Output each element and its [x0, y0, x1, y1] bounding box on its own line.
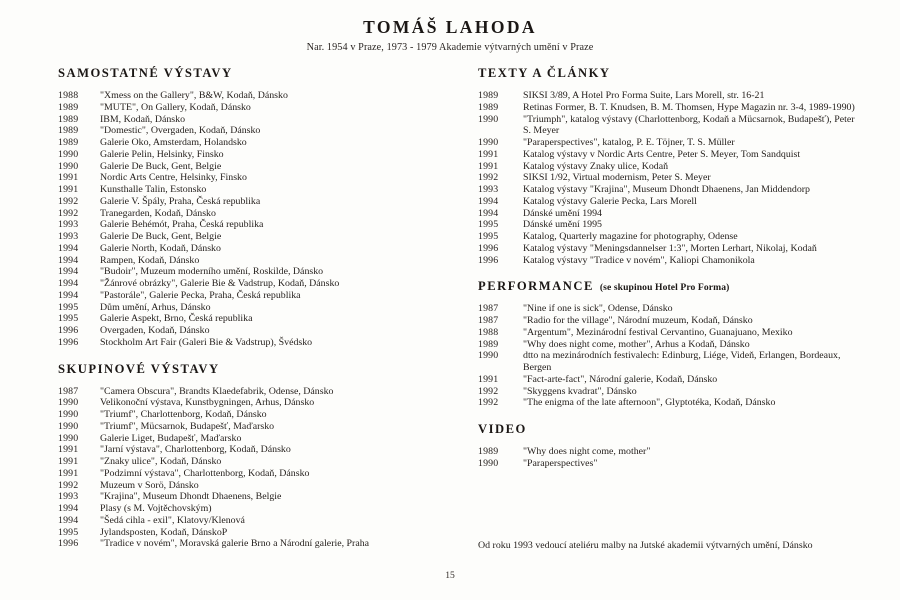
entry-description: "Triumph", katalog výstavy (Charlottenborg, Kodaň a Mücsarnok, Budapešť), Peter S. Meyer [523, 113, 855, 137]
list-item [478, 208, 863, 220]
entry-description: Katalog výstavy Galerie Pecka, Lars Morell [523, 195, 697, 207]
entry-year: 1989 [58, 101, 79, 113]
entry-year: 1989 [58, 125, 79, 137]
entry-description: Tranegarden, Kodaň, Dánsko [100, 207, 216, 219]
entry-year: 1990 [478, 137, 499, 148]
entry-description: "Camera Obscura", Brandts Klaedefabrik, Odense, Dánsko [100, 385, 334, 397]
entry-description: "Budoir", Muzeum moderního umění, Roskilde, Dánsko [100, 266, 324, 278]
list-item [58, 102, 458, 114]
list-item [478, 339, 863, 351]
section-heading-qualifier: (se skupinou Hotel Pro Forma) [599, 282, 730, 294]
list-item [478, 458, 863, 470]
list-item [478, 243, 863, 255]
entry-description: "Znaky ulice", Kodaň, Dánsko [100, 456, 222, 467]
list-item [478, 374, 863, 386]
list-item [58, 456, 458, 468]
entry-year: 1991 [478, 148, 499, 160]
entry-description: "Nine if one is sick", Odense, Dánsko [523, 303, 673, 315]
section-heading: VIDEO [478, 422, 527, 436]
list-item [58, 527, 458, 539]
list-item [58, 515, 458, 527]
list-item [58, 480, 458, 492]
list-item [58, 433, 458, 445]
entry-year: 1993 [58, 231, 79, 242]
entry-year: 1991 [478, 160, 499, 172]
list-item [58, 184, 458, 196]
entry-description: Galerie De Buck, Gent, Belgie [100, 231, 222, 242]
section [478, 422, 863, 470]
entry-year: 1996 [478, 242, 499, 254]
entry-description: Dům umění, Arhus, Dánsko [100, 301, 211, 313]
entry-description: "Domestic", Overgaden, Kodaň, Dánsko [100, 125, 261, 137]
entry-year: 1989 [58, 137, 79, 148]
entry-description: Katalog výstavy "Krajina", Museum Dhondt Dhaenens, Jan Middendorp [523, 184, 810, 195]
list-item [58, 90, 458, 102]
entry-year: 1991 [58, 444, 79, 456]
entry-description: Galerie North, Kodaň, Dánsko [100, 242, 221, 254]
list-item [58, 231, 458, 243]
entry-description: "The enigma of the late afternoon", Glyptotéka, Kodaň, Dánsko [523, 397, 776, 409]
entry-year: 1994 [478, 207, 499, 219]
list-item [58, 325, 458, 337]
entry-description: Dánské umění 1994 [523, 207, 602, 219]
entry-year: 1991 [58, 172, 79, 184]
entry-description: "Triumf", Mücsarnok, Budapešť, Maďarsko [100, 420, 275, 432]
entry-description: Galerie Pelin, Helsinky, Finsko [100, 148, 224, 160]
list-item [478, 446, 863, 458]
entry-year: 1996 [58, 336, 79, 348]
entry-year: 1992 [478, 385, 499, 397]
section [478, 66, 863, 266]
entry-year: 1990 [58, 420, 79, 432]
entry-year: 1995 [478, 219, 499, 231]
page-number: 15 [445, 570, 455, 581]
entry-year: 1995 [58, 301, 79, 313]
list-item [478, 397, 863, 409]
list-item [478, 255, 863, 267]
list-item [478, 315, 863, 327]
entry-description: Galerie Behémót, Praha, Česká republika [100, 219, 264, 231]
entry-year: 1995 [478, 231, 499, 242]
entry-year: 1987 [478, 303, 499, 315]
entry-year: 1990 [58, 397, 79, 409]
entry-description: Jylandsposten, Kodaň, DánskoP [100, 526, 228, 538]
list-item [58, 302, 458, 314]
list-item [58, 397, 458, 409]
footnote: Od roku 1993 vedoucí ateliéru malby na Jutské akademii výtvarných umění, Dánsko [478, 540, 813, 551]
entry-description: "Paraperspectives" [523, 457, 598, 469]
list-item [58, 208, 458, 220]
entry-year: 1987 [478, 315, 499, 326]
list-item [478, 90, 863, 102]
entry-description: SIKSI 1/92, Virtual modernism, Peter S. Meyer [523, 172, 711, 184]
list-item [58, 386, 458, 398]
entry-description: "Radio for the village", Národní muzeum, Kodaň, Dánsko [523, 315, 753, 326]
entry-description: dtto na mezinárodních festivalech: Edinburg, Liége, Videň, Erlangen, Bordeaux, Bergen [523, 350, 841, 373]
entry-year: 1996 [58, 538, 79, 550]
entry-description: Rampen, Kodaň, Dánsko [100, 254, 200, 266]
entry-year: 1993 [478, 184, 499, 195]
entry-description: "Xmess on the Gallery", B&W, Kodaň, Dánsko [100, 90, 288, 101]
entry-year: 1995 [58, 526, 79, 538]
entry-year: 1989 [478, 90, 499, 101]
section-heading: TEXTY A ČLÁNKY [478, 66, 611, 80]
entry-description: "Podzimní výstava", Charlottenborg, Kodaň, Dánsko [100, 467, 310, 479]
list-item [58, 161, 458, 173]
entry-description: "Tradice v novém", Moravská galerie Brno a Národní galerie, Praha [100, 538, 370, 550]
entry-description: SIKSI 3/89, A Hotel Pro Forma Suite, Lars Morell, str. 16-21 [523, 90, 765, 101]
entry-year: 1996 [478, 254, 499, 266]
entry-year: 1993 [58, 219, 79, 231]
entry-description: Katalog, Quarterly magazine for photography, Odense [523, 231, 738, 242]
list-item [478, 219, 863, 231]
list-item [58, 503, 458, 515]
entry-description: Katalog výstavy Znaky ulice, Kodaň [523, 160, 669, 172]
entry-year: 1990 [478, 457, 499, 469]
entry-description: Velikonoční výstava, Kunstbygningen, Arhus, Dánsko [100, 397, 315, 409]
entry-year: 1992 [58, 207, 79, 219]
list-item [478, 114, 863, 138]
list-item [58, 421, 458, 433]
entry-year: 1992 [478, 397, 499, 409]
entry-description: "Jarní výstava", Charlottenborg, Kodaň, Dánsko [100, 444, 291, 456]
list-item [478, 303, 863, 315]
entry-description: Katalog výstavy v Nordic Arts Centre, Peter S. Meyer, Tom Sandquist [523, 148, 801, 160]
section-heading: SKUPINOVÉ VÝSTAVY [58, 361, 220, 376]
list-item [58, 219, 458, 231]
list-item [58, 337, 458, 349]
list-item [58, 149, 458, 161]
entry-description: "Žánrové obrázky", Galerie Bie & Vadstrup, Kodaň, Dánsko [100, 278, 340, 289]
entry-year: 1994 [478, 195, 499, 207]
list-item [478, 231, 863, 243]
list-item [58, 137, 458, 149]
entry-description: IBM, Kodaň, Dánsko [100, 113, 186, 125]
list-item [478, 350, 863, 374]
entry-year: 1991 [58, 456, 79, 467]
entry-description: Stockholm Art Fair (Galeri Bie & Vadstrup), Švédsko [100, 336, 313, 348]
entry-list [478, 90, 863, 266]
entry-list [58, 386, 458, 551]
entry-year: 1990 [58, 432, 79, 444]
list-item [478, 161, 863, 173]
entry-description: "Krajina", Museum Dhondt Dhaenens, Belgie [100, 491, 282, 503]
list-item [58, 278, 458, 290]
entry-year: 1991 [58, 184, 79, 195]
entry-description: "Argentum", Mezinárodní festival Cervantino, Guanajuano, Mexiko [523, 326, 793, 338]
list-item [58, 409, 458, 421]
list-item [58, 290, 458, 302]
entry-description: Galerie Oko, Amsterdam, Holandsko [100, 137, 247, 148]
list-item [58, 114, 458, 126]
list-item [478, 184, 863, 196]
entry-description: "Triumf", Charlottenborg, Kodaň, Dánsko [100, 409, 267, 420]
entry-year: 1996 [58, 325, 79, 336]
entry-description: "Why does night come, mother", Arhus a Kodaň, Dánsko [523, 338, 750, 350]
entry-year: 1992 [478, 172, 499, 184]
list-item [478, 327, 863, 339]
entry-year: 1987 [58, 385, 79, 397]
page-title: TOMÁŠ LAHODA [363, 17, 537, 37]
entry-description: Katalog výstavy "Meningsdannelser 1:3", Morten Lerhart, Nikolaj, Kodaň [523, 242, 817, 254]
entry-description: Nordic Arts Centre, Helsinky, Finsko [100, 172, 247, 184]
entry-list [58, 90, 458, 349]
list-item [58, 491, 458, 503]
left-column [58, 66, 458, 550]
list-item [478, 149, 863, 161]
entry-description: Galerie Liget, Budapešť, Maďarsko [100, 432, 242, 444]
entry-description: Muzeum v Sorö, Dánsko [100, 479, 199, 491]
entry-year: 1994 [58, 254, 79, 266]
entry-year: 1989 [478, 338, 499, 350]
entry-year: 1994 [58, 242, 79, 254]
list-item [58, 444, 458, 456]
entry-year: 1994 [58, 266, 79, 278]
entry-description: Kunsthalle Talin, Estonsko [100, 184, 207, 195]
entry-year: 1989 [58, 113, 79, 125]
list-item [478, 137, 863, 149]
entry-year: 1989 [478, 446, 499, 457]
list-item [478, 172, 863, 184]
entry-list [478, 446, 863, 470]
entry-year: 1990 [58, 148, 79, 160]
entry-description: "Paraperspectives", katalog, P. E. Töjner, T. S. Müller [523, 137, 735, 148]
entry-year: 1988 [478, 326, 499, 338]
entry-year: 1994 [58, 503, 79, 514]
entry-year: 1990 [478, 113, 499, 125]
entry-description: Galerie Aspekt, Brno, Česká republika [100, 313, 253, 325]
masthead [0, 0, 900, 53]
list-item [58, 538, 458, 550]
entry-description: Galerie V. Špály, Praha, Česká republika [100, 195, 261, 207]
entry-year: 1989 [478, 101, 499, 113]
list-item [58, 196, 458, 208]
list-item [58, 313, 458, 325]
entry-list [478, 303, 863, 409]
page-subtitle: Nar. 1954 v Praze, 1973 - 1979 Akademie výtvarných umění v Praze [306, 42, 594, 54]
section-heading: SAMOSTATNÉ VÝSTAVY [58, 66, 233, 80]
entry-description: "Why does night come, mother" [523, 446, 651, 457]
entry-description: "Skyggens kvadrat", Dánsko [523, 385, 637, 397]
entry-description: "MUTE", On Gallery, Kodaň, Dánsko [100, 101, 251, 113]
entry-year: 1990 [478, 350, 499, 362]
section [58, 66, 458, 349]
list-item [478, 196, 863, 208]
entry-description: Overgaden, Kodaň, Dánsko [100, 325, 210, 336]
entry-year: 1994 [58, 278, 79, 289]
entry-year: 1991 [58, 467, 79, 479]
entry-description: Dánské umění 1995 [523, 219, 602, 231]
entry-year: 1993 [58, 491, 79, 503]
entry-description: Retinas Former, B. T. Knudsen, B. M. Thomsen, Hype Magazin nr. 3-4, 1989-1990) [523, 101, 855, 113]
list-item [58, 255, 458, 267]
entry-description: "Pastorále", Galerie Pecka, Praha, Česká republika [100, 289, 301, 301]
section [58, 362, 458, 551]
entry-year: 1990 [58, 409, 79, 420]
entry-year: 1994 [58, 514, 79, 526]
entry-description: "Fact-arte-fact", Národní galerie, Kodaň, Dánsko [523, 373, 718, 385]
section [478, 279, 863, 409]
list-item [58, 266, 458, 278]
entry-year: 1995 [58, 313, 79, 325]
list-item [58, 125, 458, 137]
section-heading: PERFORMANCE (se skupinou Hotel Pro Forma) [478, 279, 730, 294]
entry-year: 1994 [58, 289, 79, 301]
entry-year: 1992 [58, 195, 79, 207]
entry-description: Galerie De Buck, Gent, Belgie [100, 160, 222, 172]
entry-year: 1990 [58, 160, 79, 172]
list-item [478, 386, 863, 398]
entry-year: 1988 [58, 90, 79, 101]
entry-year: 1991 [478, 373, 499, 385]
entry-description: Plasy (s M. Vojtěchovským) [100, 503, 212, 514]
entry-description: "Šedá cihla - exil", Klatovy/Klenová [100, 514, 245, 526]
entry-year: 1992 [58, 479, 79, 491]
list-item [58, 172, 458, 184]
right-column [478, 66, 863, 470]
entry-description: Katalog výstavy "Tradice v novém", Kaliopi Chamonikola [523, 254, 755, 266]
list-item [58, 243, 458, 255]
list-item [478, 102, 863, 114]
list-item [58, 468, 458, 480]
